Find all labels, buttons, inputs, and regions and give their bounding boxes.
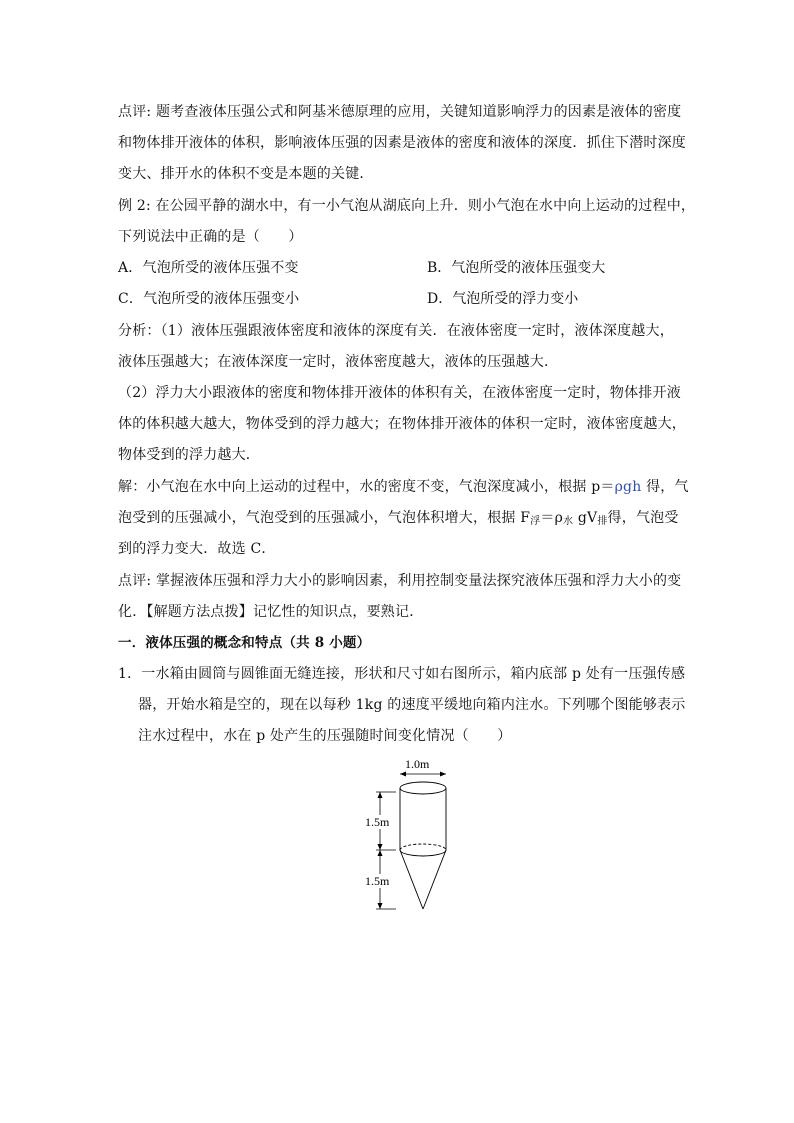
- solution-line3: 到的浮力变大．故选 C．: [118, 541, 276, 557]
- solution-text-b: 得，气: [641, 479, 689, 495]
- example2-option-a: A．气泡所受的液体压强不变: [118, 260, 299, 276]
- top-dimension-label: 1.0m: [405, 757, 430, 771]
- arrow-cyl-up: [378, 792, 383, 798]
- top-dimension-arrow-left: [400, 772, 406, 777]
- comment1-line3: 变大、排开水的体积不变是本题的关键．: [118, 166, 374, 182]
- comment2-line2: 化．【解题方法点拨】记忆性的知识点，要熟记．: [118, 604, 424, 620]
- arrow-cone-down: [378, 903, 383, 909]
- example2-line1: 例 2: 在公园平静的湖水中，有一小气泡从湖底向上升．则小气泡在水中向上运动的过程中，: [118, 198, 696, 214]
- example2-line2: 下列说法中正确的是（ ）: [118, 229, 303, 245]
- analysis-line3: （2）浮力大小跟液体的密度和物体排开液体的体积有关，在液体密度一定时，物体排开液: [118, 385, 681, 401]
- analysis-line5: 物体受到的浮力越大．: [118, 447, 260, 463]
- subscript-water: 水: [563, 516, 574, 527]
- solution-eq: ＝ρ: [540, 510, 564, 526]
- analysis-line2: 液体压强越大；在液体深度一定时，液体密度越大，液体的压强越大．: [118, 354, 559, 370]
- tank-diagram: [350, 752, 460, 917]
- top-dimension-arrow-right: [440, 772, 446, 777]
- example2-option-c: C．气泡所受的液体压强变小: [118, 291, 300, 307]
- cylinder-top-ellipse: [400, 782, 446, 794]
- cone-left-edge: [400, 850, 423, 909]
- subscript-displaced: 排: [597, 516, 608, 527]
- question1-line1: 1．一水箱由圆筒与圆锥面无缝连接，形状和尺寸如右图所示，箱内底部 p 处有一压强传感: [118, 666, 686, 682]
- arrow-cyl-down: [378, 844, 383, 850]
- cylinder-bottom-back: [400, 844, 446, 850]
- solution-text-a: 解：小气泡在水中向上运动的过程中，水的密度不变，气泡深度减小，根据 p＝: [118, 479, 615, 495]
- arrow-cone-up: [378, 850, 383, 856]
- comment1-line1: 点评: 题考查液体压强公式和阿基米德原理的应用，关键知道影响浮力的因素是液体的密度: [118, 104, 682, 120]
- analysis-line4: 体的体积越大越大，物体受到的浮力越大；在物体排开液体的体积一定时，液体密度越大，: [118, 416, 686, 432]
- subscript-buoyancy: 浮: [530, 516, 541, 527]
- example2-option-b: B．气泡所受的液体压强变大: [427, 260, 606, 276]
- solution-line2: [118, 508, 679, 532]
- solution-line2-b: 得，气泡受: [607, 510, 679, 526]
- example2-option-d: D．气泡所受的浮力变小: [427, 291, 579, 307]
- solution-line1: [118, 477, 689, 497]
- comment1-line2: 和物体排开液体的体积，影响液体压强的因素是液体的密度和液体的深度．抓住下潜时深度: [118, 135, 686, 151]
- solution-g: gV: [573, 510, 598, 526]
- question1-line2: 器，开始水箱是空的，现在以每秒 1kg 的速度平缓地向箱内注水。下列哪个图能够表示: [138, 697, 686, 713]
- solution-line2-a: 泡受到的压强减小，气泡受到的压强减小，气泡体积增大，根据 F: [118, 510, 531, 526]
- cone-right-edge: [423, 850, 446, 909]
- analysis-line1: 分析：（1）液体压强跟液体密度和液体的深度有关．在液体密度一定时，液体深度越大，: [118, 323, 674, 339]
- section-heading: 一．液体压强的概念和特点（共 8 小题）: [118, 635, 371, 651]
- question1-line3: 注水过程中，水在 p 处产生的压强随时间变化情况（ ）: [138, 728, 512, 744]
- cone-height-label: 1.5m: [365, 874, 390, 888]
- comment2-line1: 点评: 掌握液体压强和浮力大小的影响因素，利用控制变量法探究液体压强和浮力大小的变: [118, 573, 682, 589]
- cylinder-bottom-front: [400, 850, 446, 856]
- cylinder-height-label: 1.5m: [365, 815, 390, 829]
- solution-formula: ρgh: [614, 479, 642, 495]
